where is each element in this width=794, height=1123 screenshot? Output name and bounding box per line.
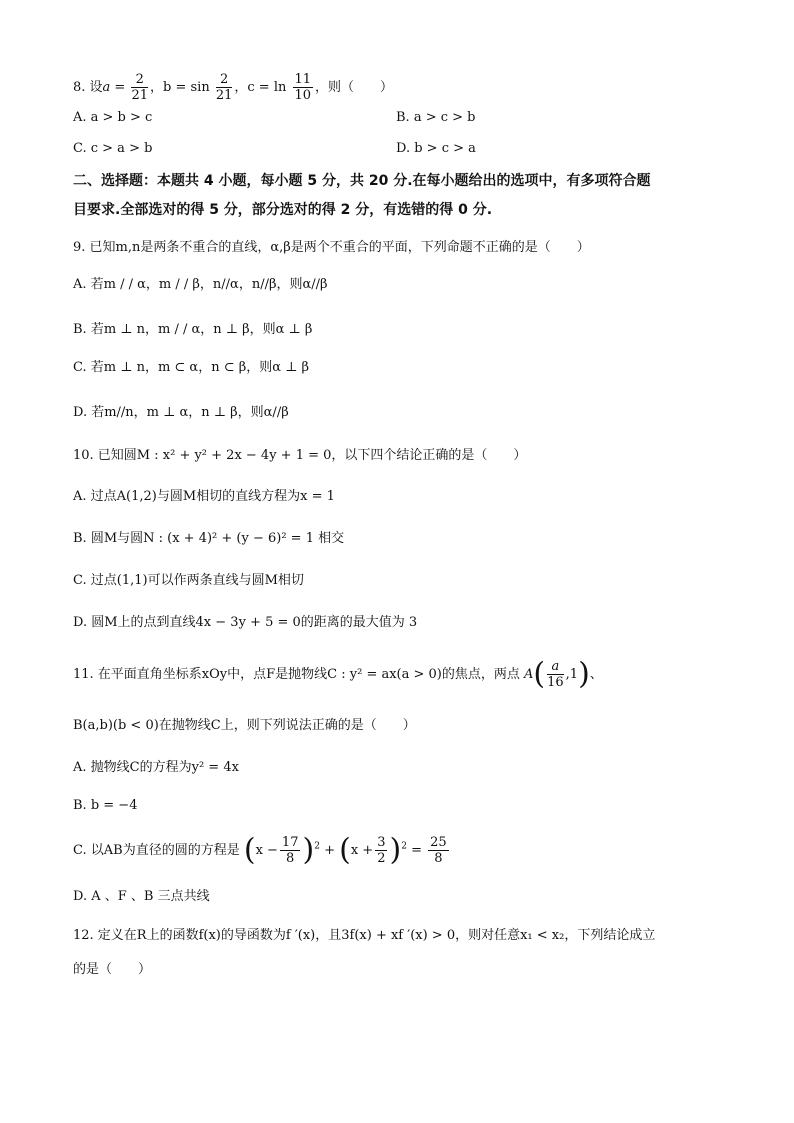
q11-c-term1-lhs: x − (255, 843, 278, 858)
q8-option-c: C. c > a > b (73, 141, 153, 156)
q8-option-d: D. b > c > a (396, 141, 476, 156)
q10-option-c: C. 过点(1,1)可以作两条直线与圆M相切 (73, 573, 304, 588)
q10-stem: 10. 已知圆M : x² + y² + 2x − 4y + 1 = 0，以下四个结论正确的是（ ） (73, 448, 527, 463)
q10-option-d: D. 圆M上的点到直线4x − 3y + 5 = 0的距离的最大值为 3 (73, 615, 418, 630)
q10-option-b: B. 圆M与圆N : (x + 4)² + (y − 6)² = 1 相交 (73, 531, 345, 546)
q8-suffix: ，则（ ） (315, 80, 394, 95)
q12-line2: 的是（ ） (73, 962, 152, 977)
q11-option-b: B. b = −4 (73, 798, 138, 813)
q11-c-equals: = (411, 843, 422, 858)
q11-suffix: 、 (589, 667, 603, 682)
q11-point-a-fraction: $\frac{a}{16}$ (547, 659, 564, 690)
q11-c-rhs-fraction: $\frac{25}{8}$ (430, 835, 447, 866)
q11-prefix: 11. 在平面直角坐标系xOy中，点F是抛物线C : y² = ax(a > 0)的焦点，两点 (73, 667, 520, 682)
q8-b-fraction: $\frac{2}{21}$ (215, 72, 233, 103)
q11-stem: 11. 在平面直角坐标系xOy中，点F是抛物线C : y² = ax(a > 0)的焦点，两点 A( $\frac{a}{16}$ ,1)、 (73, 656, 603, 692)
q9-option-d: D. 若m//n，m ⊥ α，n ⊥ β，则α//β (73, 405, 289, 420)
q11-c-term1-square: 2 (314, 841, 320, 852)
q8-a-lhs: a = (102, 80, 126, 95)
section2-line1: 二、选择题：本题共 4 小题，每小题 5 分，共 20 分.在每小题给出的选项中，有多项符合题 (73, 173, 651, 189)
q8-c-lhs: ，c = ln (234, 80, 287, 95)
q10-option-a: A. 过点A(1,2)与圆M相切的直线方程为x = 1 (73, 489, 335, 504)
section2-line2: 目要求.全部选对的得 5 分，部分选对的得 2 分，有选错的得 0 分. (73, 202, 493, 218)
q11-c-term2-square: 2 (401, 841, 407, 852)
q11-point-a-tail: ,1 (565, 667, 579, 682)
q11-c-term1-fraction: $\frac{17}{8}$ (281, 835, 299, 866)
q12-line1: 12. 定义在R上的函数f(x)的导函数为f ′(x)，且3f(x) + xf ′(x) > 0，则对任意x₁ < x₂，下列结论成立 (73, 928, 656, 943)
q11-option-d: D. A 、F 、B 三点共线 (73, 889, 210, 904)
q11-c-plus: + (324, 843, 335, 858)
q8-prefix: 8. 设 (73, 80, 103, 95)
q11-line2: B(a,b)(b < 0)在抛物线C上，则下列说法正确的是（ ） (73, 718, 416, 733)
q9-option-a: A. 若m / / α，m / / β，n//α，n//β，则α//β (73, 277, 328, 292)
q11-option-c-prefix: C. 以AB为直径的圆的方程是 (73, 843, 240, 858)
q8-b-lhs: ，b = sin (150, 80, 210, 95)
q8-option-b: B. a > c > b (396, 110, 476, 125)
q11-c-term2-lhs: x + (350, 843, 374, 858)
q11-c-term2-fraction: $\frac{3}{2}$ (377, 835, 386, 866)
q8-stem (73, 72, 393, 103)
q11-point-a-label: A (524, 667, 534, 682)
q11-option-a: A. 抛物线C的方程为y² = 4x (73, 760, 239, 775)
q9-option-b: B. 若m ⊥ n，m / / α，n ⊥ β，则α ⊥ β (73, 322, 313, 337)
q9-option-c: C. 若m ⊥ n，m ⊂ α，n ⊂ β，则α ⊥ β (73, 360, 310, 375)
q8-a-fraction: $\frac{2}{21}$ (131, 72, 149, 103)
q11-option-c: C. 以AB为直径的圆的方程是 (x − $\frac{17}{8}$ )$^2$ + (x + $\frac{3}{2}$ )$^2$ = $\frac{25}{8}$ (73, 832, 447, 868)
q8-option-a: A. a > b > c (73, 110, 153, 125)
q8-c-fraction: $\frac{11}{10}$ (294, 72, 312, 103)
q9-stem: 9. 已知m,n是两条不重合的直线，α,β是两个不重合的平面，下列命题不正确的是（ ） (73, 240, 590, 255)
